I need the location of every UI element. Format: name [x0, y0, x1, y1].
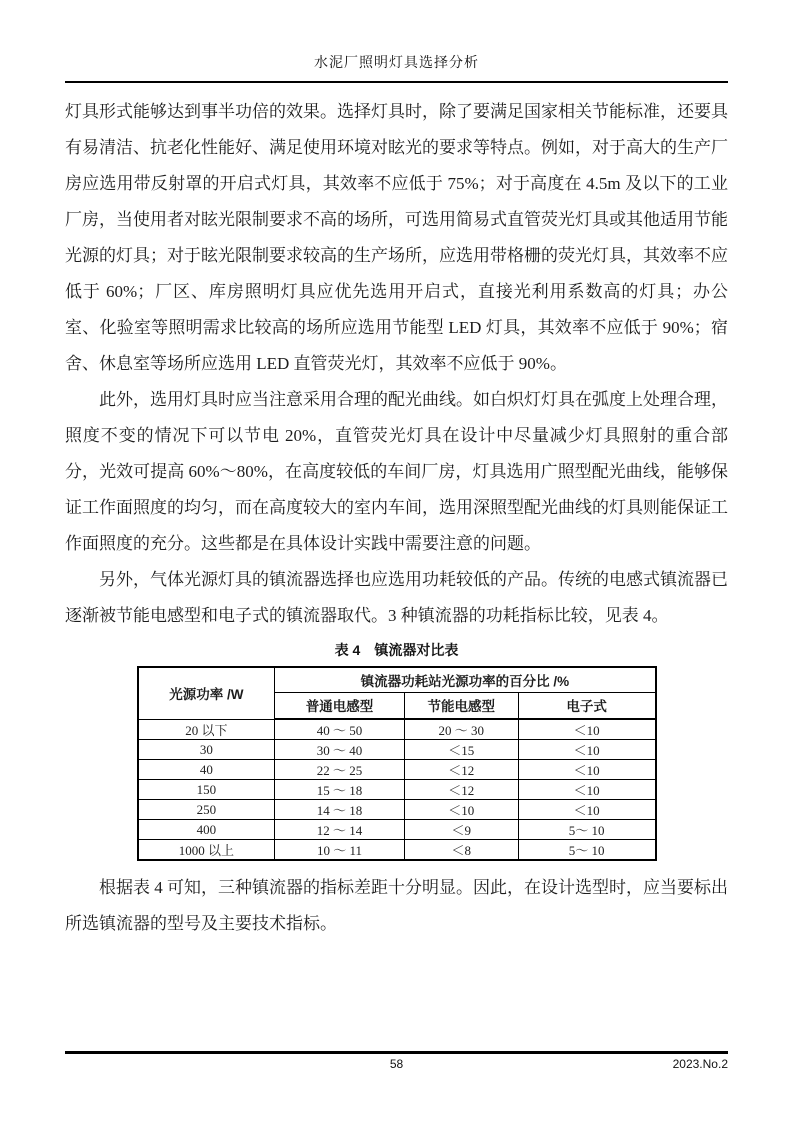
- cell-ordinary: 30 ～ 40: [275, 740, 405, 760]
- table-row: [138, 820, 656, 840]
- table-row: [138, 740, 656, 760]
- cell-electronic: 5～ 10: [518, 840, 655, 861]
- cell-power: 1000 以上: [138, 840, 275, 861]
- table-body: [138, 719, 656, 860]
- table-row: [138, 800, 656, 820]
- cell-electronic: 5～ 10: [518, 820, 655, 840]
- cell-power: 150: [138, 780, 275, 800]
- issue-label: 2023.No.2: [672, 1057, 728, 1071]
- running-head: [65, 0, 728, 83]
- cell-energy-saving: ＜10: [404, 800, 518, 820]
- table-header: [138, 667, 656, 719]
- cell-power: 20 以下: [138, 719, 275, 740]
- cell-energy-saving: ＜9: [404, 820, 518, 840]
- cell-electronic: ＜10: [518, 780, 655, 800]
- cell-energy-saving: ＜12: [404, 780, 518, 800]
- table-row: [138, 840, 656, 861]
- footer-row: [65, 1054, 728, 1074]
- body-paragraph-2: 此外，选用灯具时应当注意采用合理的配光曲线。如白炽灯灯具在弧度上处理合理，照度不变的情况下可以节电 20%，直管荧光灯具在设计中尽量减少灯具照射的重合部分，光效可提高 60%～80%，在高度较低的车间厂房，灯具选用广照型配光曲线，能够保证工作面照度的均匀，而在高度较大的室内车间，选用深照型配光曲线的灯具则能保证工作面照度的充分。这些都是在具体设计实践中需要注意的问题。: [65, 390, 728, 553]
- cell-electronic: ＜10: [518, 760, 655, 780]
- body-paragraph-1: 灯具形式能够达到事半功倍的效果。选择灯具时，除了要满足国家相关节能标准，还要具有易清洁、抗老化性能好、满足使用环境对眩光的要求等特点。例如，对于高大的生产厂房应选用带反射罩的开启式灯具，其效率不应低于 75%；对于高度在 4.5m 及以下的工业厂房，当使用者对眩光限制要求不高的场所，可选用简易式直管荧光灯具或其他适用节能光源的灯具；对于眩光限制要求较高的生产场所，应选用带格栅的荧光灯具，其效率不应低于 60%；厂区、库房照明灯具应优先选用开启式，直接光利用系数高的灯具；办公室、化验室等照明需求比较高的场所应选用节能型 LED 灯具，其效率不应低于 90%；宿舍、休息室等场所应选用 LED 直管荧光灯，其效率不应低于 90%。: [65, 102, 728, 373]
- cell-ordinary: 10 ～ 11: [275, 840, 405, 861]
- cell-energy-saving: ＜15: [404, 740, 518, 760]
- table-row: [138, 780, 656, 800]
- cell-energy-saving: ＜8: [404, 840, 518, 861]
- cell-power: 400: [138, 820, 275, 840]
- cell-ordinary: 12 ～ 14: [275, 820, 405, 840]
- cell-ordinary: 40 ～ 50: [275, 719, 405, 740]
- closing-paragraph: 根据表 4 可知，三种镇流器的指标差距十分明显。因此，在设计选型时，应当要标出所选镇流器的型号及主要技术指标。: [65, 878, 728, 933]
- header-cell-energy-saving-inductive: 节能电感型: [404, 692, 518, 719]
- cell-ordinary: 14 ～ 18: [275, 800, 405, 820]
- table-row: [138, 719, 656, 740]
- cell-energy-saving: ＜12: [404, 760, 518, 780]
- page-content: [65, 0, 728, 942]
- header-cell-ordinary-inductive: 普通电感型: [275, 692, 405, 719]
- cell-electronic: ＜10: [518, 719, 655, 740]
- cell-power: 30: [138, 740, 275, 760]
- closing-block: [65, 870, 728, 942]
- header-cell-power: 光源功率 /W: [138, 667, 275, 719]
- article-body: [65, 94, 728, 634]
- cell-electronic: ＜10: [518, 800, 655, 820]
- ballast-comparison-table: [137, 666, 657, 861]
- table-row: [138, 760, 656, 780]
- running-head-title: 水泥厂照明灯具选择分析: [314, 56, 479, 71]
- table-caption: 表 4 镇流器对比表: [334, 642, 459, 658]
- header-cell-electronic: 电子式: [518, 692, 655, 719]
- cell-ordinary: 22 ～ 25: [275, 760, 405, 780]
- body-paragraph-3: 另外，气体光源灯具的镇流器选择也应选用功耗较低的产品。传统的电感式镇流器已逐渐被节能电感型和电子式的镇流器取代。3 种镇流器的功耗指标比较，见表 4。: [65, 570, 728, 625]
- cell-power: 40: [138, 760, 275, 780]
- table-header-row-group: [138, 667, 656, 692]
- header-cell-group: 镇流器功耗站光源功率的百分比 /%: [275, 667, 656, 692]
- page-number: 58: [389, 1057, 404, 1071]
- cell-electronic: ＜10: [518, 740, 655, 760]
- cell-ordinary: 15 ～ 18: [275, 780, 405, 800]
- cell-energy-saving: 20 ～ 30: [404, 719, 518, 740]
- cell-power: 250: [138, 800, 275, 820]
- page-footer: [65, 1051, 728, 1074]
